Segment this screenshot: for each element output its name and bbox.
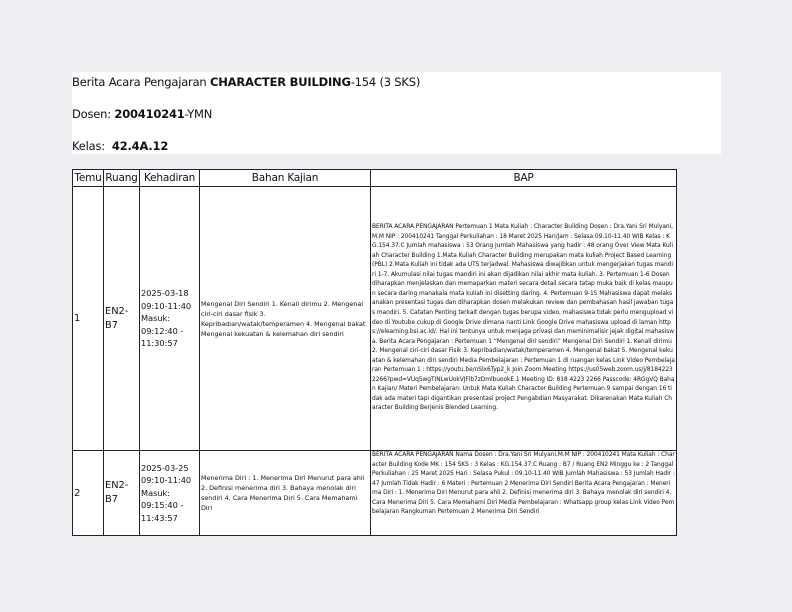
table-row bbox=[73, 451, 677, 536]
kehadiran-time: 09:10-11:40 bbox=[141, 475, 192, 486]
cell-temu: 1 bbox=[73, 187, 104, 451]
report-title bbox=[72, 75, 420, 89]
bap-table bbox=[72, 169, 677, 536]
report-header bbox=[72, 72, 721, 154]
cell-bap: BERITA ACARA PENGAJARAN Pertemuan 1 Mata Kuliah : Character Building Dosen : Dra.Yani Sri Mulyani,M.M NIP : 200410241 Tanggal Perkuliahan : 18 Maret 2025 Hari/Jam : Selasa 09.10-11.40 WIB Kelas : KG.154.37.C Jumlah mahasiswa : 53 Orang Jumlah Mahasiswa yang hadir : 48 orang Over View Mata Kuliah Character Building 1.Mata Kuliah Character Building merupakan mata kuliah Project Based Learning (PBL) 2.Mata Kuliah ini tidak ada UTS terjadwal. Mahasiswa diwajibkan untuk mengerjakan tugas mandiri 1-7. Akumulasi nilai tugas mandiri ini akan dijadikan nilai akhir mata kuliah. 3. Pertemuan 1-6 Dosen diharapkan menjelaskan dan memaparkan materi secara detail secara tatap muka baik di kelas maupun secara daring manakala mata kuliah ini disetting daring. 4. Pertemuan 9-15 Mahasiswa dapat melaksanakan presentasi tugas dan diharapkan dosen melakukan review dan pembahasan hasil jawaban tugas mandiri. 5. Catatan Penting terkait dengan tugas berupa video, mahasiswa tidak perlu mengupload video di Youtube cukup di Google Drive dimana nanti Link Google Drive mahasiswa upload di laman https://elearning.bsi.ac.id/. Hal ini tentunya untuk menjaga privasi dan meminimalisir jejak digital mahasiswa. Berita Acara Pengajaran : Pertemuan 1 “Mengenal diri sendiri” Mengenal Diri Sendiri 1. Kenali dirimu 2. Mengenal ciri-ciri dasar Fisik 3. Kepribadian/watak/temperamen 4. Mengenal bakat 5. Mengenal kekuatan & kelemahan diri sendiri Media Pembelajaran : Pertemuan 1 di ruangan kelas Link Video Pembelajaran Pertemuan 1 : https://youtu.be/nSlx6Typ2_k Join Zoom Meeting https://us05web.zoom.us/j/81842232266?pwd=VUq5wgTINLwUokVJFlb7zDmlbuookE.1 Meeting ID: 818 4223 2266 Passcode: 4RGgVQ Bahan Kajian/ Materi Pembelajaran: Untuk Mata Kuliah Character Building Pertemuan 9 sampai dengan 16 tidak ada materi tapi digantikan presentasi project Pengabdian Masyarakat. Dikarenakan Mata Kuliah Character Building Berjenis Blended Learning. bbox=[371, 187, 677, 451]
dosen-label: Dosen: bbox=[72, 107, 115, 121]
cell-bahan-kajian: Menerima Diri : 1. Menerima Diri Menurut para ahli 2. Definisi menerima diri 3. Bahaya menolak diri sendiri 4. Cara Menerima Diri 5. Cara Memahami Diri bbox=[200, 451, 371, 536]
kelas-label: Kelas: bbox=[72, 139, 109, 153]
kelas-line bbox=[72, 139, 168, 153]
cell-ruang: EN2-B7 bbox=[104, 187, 140, 451]
table-row bbox=[73, 187, 677, 451]
col-header-ruang: Ruang bbox=[104, 170, 140, 187]
cell-bahan-kajian: Mengenal Diri Sendiri 1. Kenali dirimu 2. Mengenal ciri-ciri dasar fisik 3. Kepribadian/watak/temperamen 4. Mengenal bakat Mengenal kekuatan & kelemahan diri sendiri bbox=[200, 187, 371, 451]
kehadiran-masuk-label: Masuk: bbox=[141, 487, 171, 498]
cell-kehadiran bbox=[140, 187, 200, 451]
course-name: CHARACTER BUILDING bbox=[209, 75, 351, 89]
col-header-bahan-kajian: Bahan Kajian bbox=[200, 170, 371, 187]
dosen-line bbox=[72, 107, 212, 121]
kehadiran-date: 2025-03-25 bbox=[141, 462, 189, 473]
cell-bap bbox=[371, 451, 677, 536]
kelas-value: 42.4A.12 bbox=[111, 139, 169, 153]
cell-ruang: EN2-B7 bbox=[104, 451, 140, 536]
table-header-row bbox=[73, 170, 677, 187]
course-suffix: -154 (3 SKS) bbox=[350, 75, 421, 89]
dosen-suffix: -YMN bbox=[184, 107, 213, 121]
kehadiran-masuk-label: Masuk: bbox=[141, 313, 171, 324]
title-prefix: Berita Acara Pengajaran bbox=[72, 75, 210, 89]
col-header-bap: BAP bbox=[371, 170, 677, 187]
kehadiran-date: 2025-03-18 bbox=[141, 288, 189, 299]
col-header-kehadiran: Kehadiran bbox=[140, 170, 200, 187]
col-header-temu: Temu bbox=[73, 170, 104, 187]
kehadiran-masuk: 09:15:40 - 11:43:57 bbox=[141, 500, 184, 523]
kehadiran-time: 09:10-11:40 bbox=[141, 300, 192, 311]
bap-text: BERITA ACARA PENGAJARAN Nama Dosen : Dra.Yani Sri Mulyani,M.M NIP : 200410241 Mata Kuliah : Character Building Kode MK : 154 SKS : 3 Kelas : KG.154.37.C Ruang : B7 / Ruang EN2 Minggu ke : 2 Tanggal Perkuliahan : 25 Maret 2025 Hari : Selasa Pukul : 09.10-11.40 WIB Jumlah Mahasiswa : 53 Jumlah Hadir : 47 Jumlah Tidak Hadir : 6 Materi : Pertemuan 2 Menerima Diri Sendiri Berita Acara Pengajaran : Menerima Diri : 1. Menerima Diri Menurut para ahli 2. Definisi menerima diri 3. Bahaya menolak diri sendiri 4. Cara Menerima Diri 5. Cara Memahami Diri Media Pembelajaran : Whatsapp group kelas Link Video Pembelajaran Rangkuman Pertemuan 2 Menerima Diri Sendiri bbox=[372, 452, 675, 516]
kehadiran-masuk: 09:12:40 - 11:30:57 bbox=[141, 325, 184, 349]
cell-kehadiran bbox=[140, 451, 200, 536]
cell-temu: 2 bbox=[73, 451, 104, 536]
dosen-id: 200410241 bbox=[114, 107, 185, 121]
